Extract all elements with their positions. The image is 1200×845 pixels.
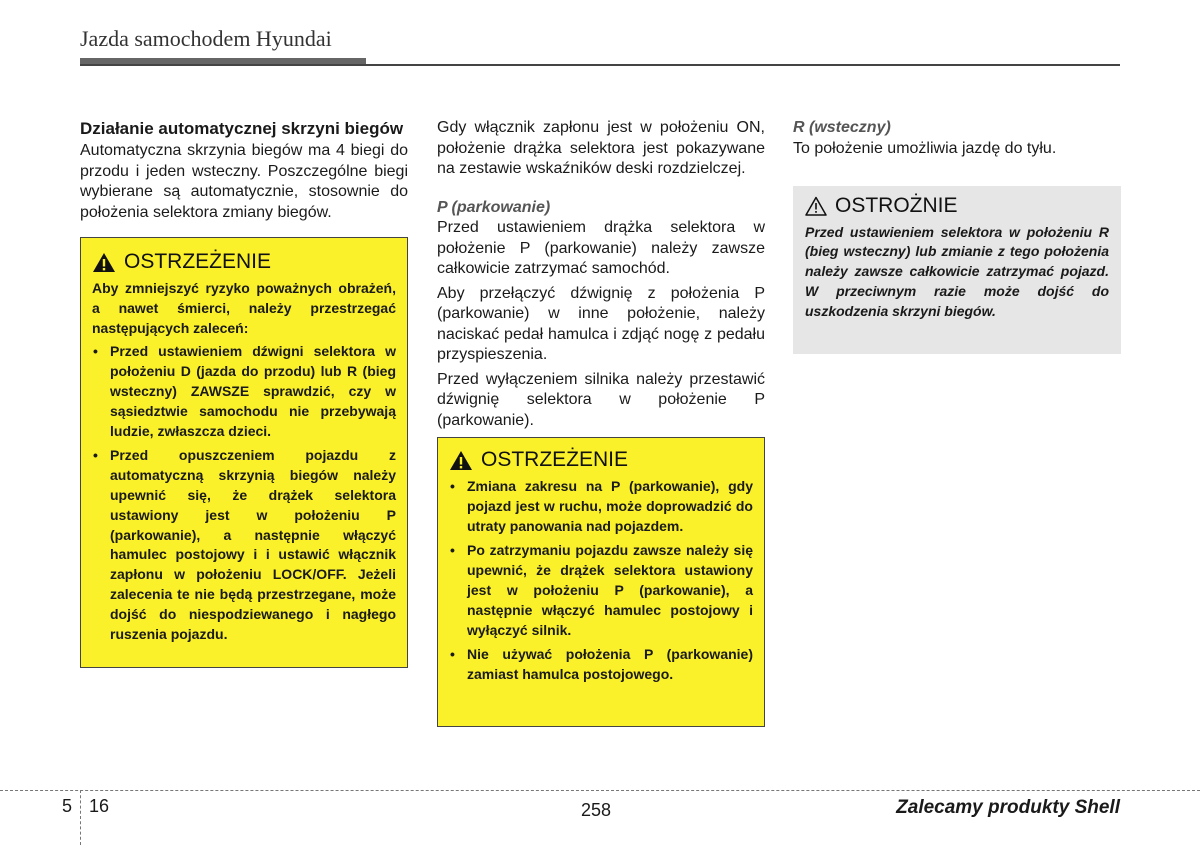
- paragraph: Przed wyłączeniem silnika należy przestawić dźwignię selektora w położenie P (parkowanie).: [437, 370, 765, 429]
- warning-title-text: OSTRZEŻENIE: [124, 250, 272, 274]
- warning-title-text: OSTRZEŻENIE: [481, 448, 629, 472]
- header-title: Jazda samochodem Hyundai: [80, 26, 332, 51]
- paragraph: To położenie umożliwia jazdę do tyłu.: [793, 139, 1057, 157]
- footer-brand-text: Zalecamy produkty Shell: [896, 797, 1120, 818]
- page-number: 258: [581, 800, 612, 820]
- column-3: [793, 118, 1121, 354]
- paragraph: Aby przełączyć dźwignię z położenia P (parkowanie) w inne położenie, należy naciskać pedał hamulca i zdjąć nogę z pedału przyspieszenia.: [437, 284, 765, 363]
- warning-box: [80, 237, 408, 668]
- paragraph: Gdy włącznik zapłonu jest w położeniu ON, położenie drążka selektora jest pokazywane na zestawie wskaźników deski rozdzielczej.: [437, 119, 765, 177]
- list-item: • Przed ustawieniem dźwigni selektora w położeniu D (jazda do przodu) lub R (bieg wsteczny) ZAWSZE sprawdzić, czy w sąsiedztwie samochodu nie przebywają ludzie, zwłaszcza dzieci.: [92, 342, 396, 441]
- warning-list: [92, 342, 396, 644]
- column-1: [80, 118, 408, 668]
- paragraph: Przed ustawieniem drążka selektora w położenie P (parkowanie) należy zawsze całkowicie zatrzymać samochód.: [437, 219, 765, 277]
- caution-box-title: [805, 196, 1109, 217]
- caution-body: [805, 223, 1109, 322]
- chapter-number: 5: [62, 796, 73, 816]
- column-2: [437, 118, 765, 727]
- warning-body: [449, 477, 753, 685]
- list-item: • Nie używać położenia P (parkowanie) zamiast hamulca postojowego.: [449, 645, 753, 685]
- footer-dashed-line: [0, 790, 1200, 791]
- caution-text: Przed ustawieniem selektora w położeniu R (bieg wsteczny) lub zmianie z tego położenia należy zawsze całkowicie zatrzymać pojazd. W przeciwnym razie może dojść do uszkodzenia skrzyni biegów.: [805, 223, 1109, 319]
- warning-intro: Aby zmniejszyć ryzyko poważnych obrażeń, a nawet śmierci, należy przestrzegać następujących zaleceń:: [92, 280, 396, 336]
- warning-body: [92, 279, 396, 644]
- chapter-page-number: 16: [89, 796, 110, 816]
- section-heading: Działanie automatycznej skrzyni biegów: [80, 119, 404, 138]
- list-item: • Zmiana zakresu na P (parkowanie), gdy pojazd jest w ruchu, może doprowadzić do utraty panowania nad pojazdem.: [449, 477, 753, 536]
- list-item: • Po zatrzymaniu pojazdu zawsze należy się upewnić, że drążek selektora ustawiony jest w położeniu P (parkowanie), a następnie włączyć hamulec postojowy i wyłączyć silnik.: [449, 541, 753, 640]
- warning-triangle-icon: [92, 252, 116, 273]
- subheading-reverse: R (wsteczny): [793, 119, 891, 136]
- caution-triangle-icon: [805, 196, 827, 216]
- warning-triangle-icon: [449, 450, 473, 471]
- intro-paragraph: Automatyczna skrzynia biegów ma 4 biegi do przodu i jeden wsteczny. Poszczególne biegi wybierane są automatycznie, stosownie do położenia selektora zmiany biegów.: [80, 142, 408, 221]
- warning-box: [437, 437, 765, 727]
- caution-box: [793, 186, 1121, 354]
- warning-box-title: [449, 450, 753, 471]
- footer-vertical-divider: [80, 790, 81, 845]
- subheading-parking: P (parkowanie): [437, 198, 551, 216]
- caution-title-text: OSTROŻNIE: [835, 194, 958, 217]
- warning-box-title: [92, 252, 396, 273]
- header-rule: [80, 64, 1120, 66]
- warning-list: [449, 477, 753, 685]
- list-item: • Przed opuszczeniem pojazdu z automatyczną skrzynią biegów należy upewnić się, że drążek selektora ustawiony jest w położeniu P (parkowanie), a następnie włączyć hamulec postojowy i i ustawić włącznik zapłonu w położeniu LOCK/OFF. Jeżeli zalecenia te nie będą przestrzegane, może dojść do niespodziewanego i nagłego ruszenia pojazdu.: [92, 446, 396, 644]
